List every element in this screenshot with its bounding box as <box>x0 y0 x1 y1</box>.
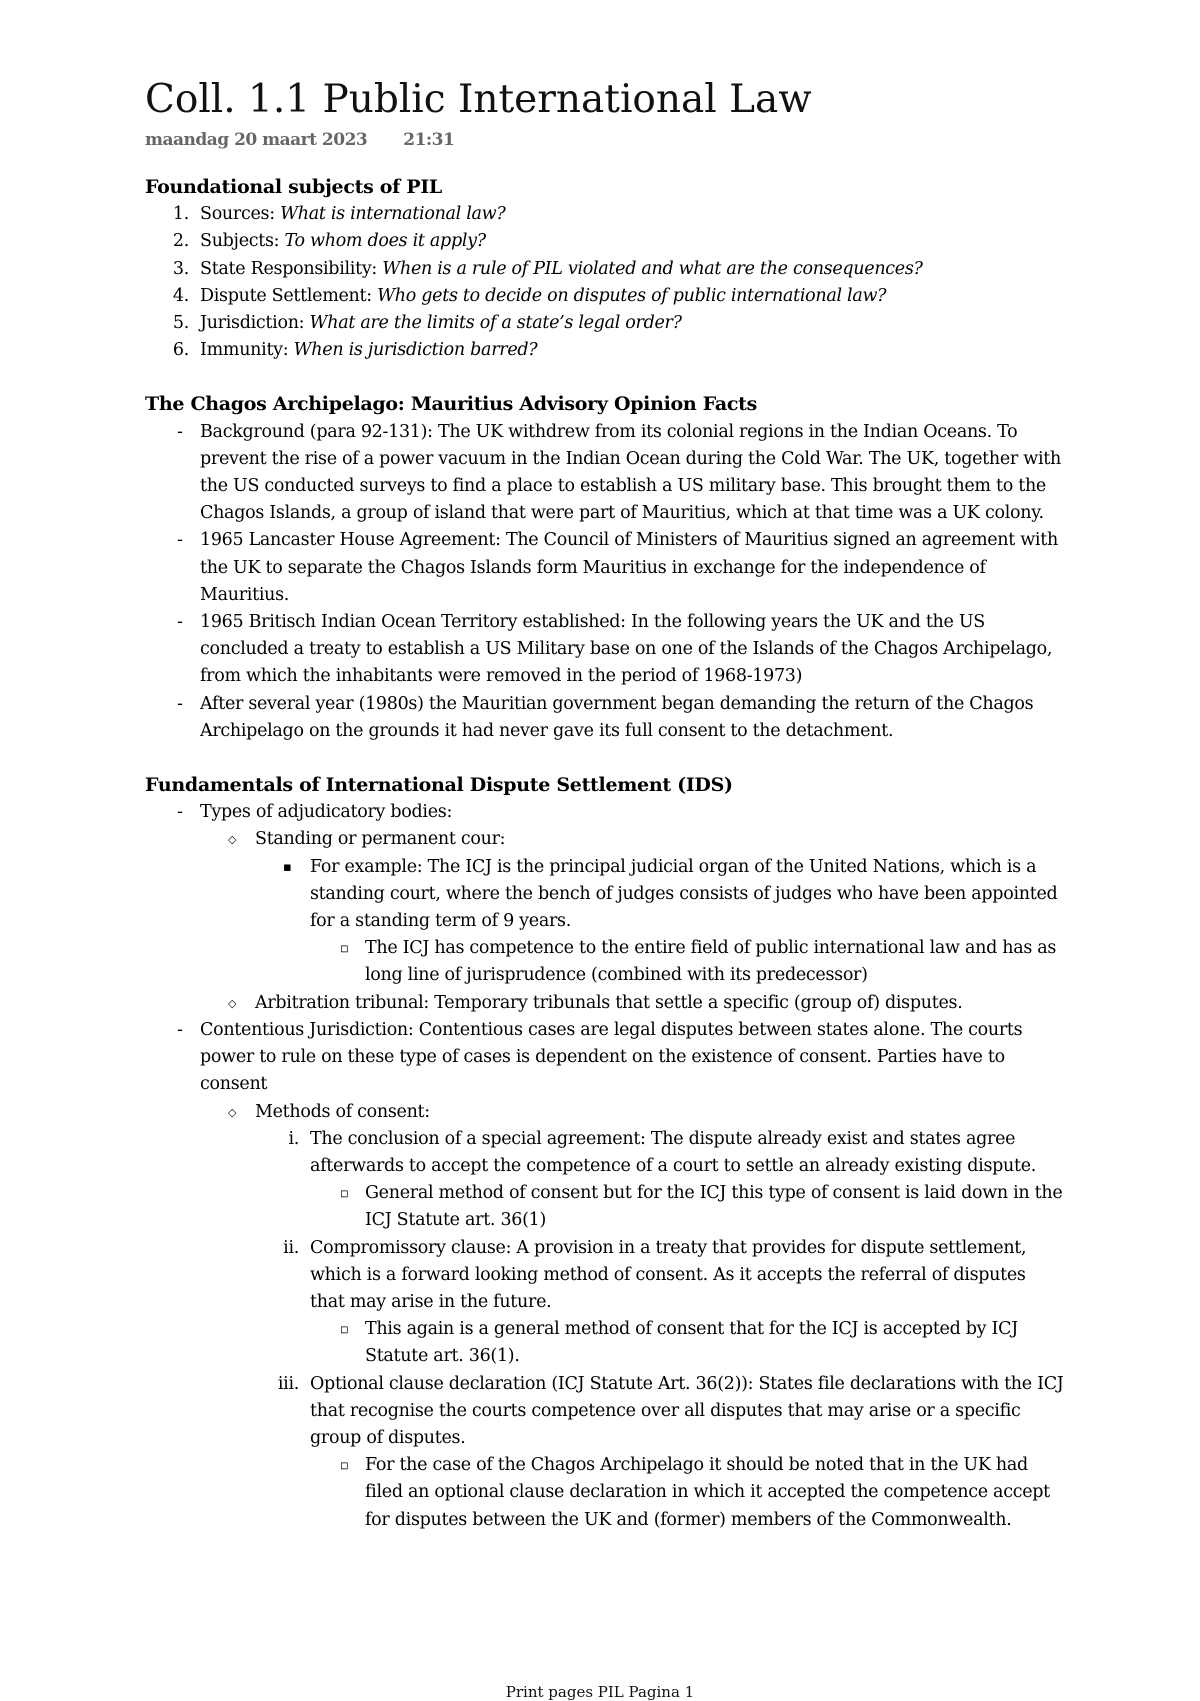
list-item: - Contentious Jurisdiction: Contentious cases are legal disputes between states alone. The courts power to rule on these type of cases is dependent on the existence of consent. Parties have to consent ◇ Methods of consent: i. The conclusion of a special agreement: The dispute already exist and states agree afterwards to accept the competence of a court to settle an already existing dispute. ◽ General method of consent but for the ICJ this type of consent is laid down in the ICJ Statute art. 36(1) ii. Compromissory clause: A provision in a treaty that provides for dispute settlement, which is a forward looking method of consent. As it accepts the referral of disputes that may arise in the future. ◽ This again is a general method of consent that for the ICJ is accepted by ICJ Statute art. 36(1). iii. Optional clause declaration (ICJ Statute Art. 36(2)): States file declarations with the ICJ that recognise the courts competence over all disputes that may arise or a specific group of disputes. ◽ For the case of the Chagos Archipelago it should be noted that in the UK had filed an optional clause declaration in which it accepted the competence accept for disputes between the UK and (former) members of the Commonwealth. <box>145 1017 1065 1534</box>
list-item: ii. Compromissory clause: A provision in a treaty that provides for dispute settlement, which is a forward looking method of consent. As it accepts the referral of disputes that may arise in the future. ◽ This again is a general method of consent that for the ICJ is accepted by ICJ Statute art. 36(1). <box>255 1235 1065 1371</box>
section-heading-chagos: The Chagos Archipelago: Mauritius Advisory Opinion Facts <box>145 393 758 416</box>
list-item: - Types of adjudicatory bodies: ◇ Standing or permanent cour: ▪ For example: The ICJ is the principal judicial organ of the United Nations, which is a standing court, where the bench of judges consists of judges who have been appointed for a standing term of 9 years. ◽ The ICJ has competence to the entire field of public international law and has as long line of jurisprudence (combined with its predecessor) ◇ Arbitration tribunal: Temporary tribunals that settle a specific (group of) disputes. <box>145 799 1065 1017</box>
list-item: ◽ For the case of the Chagos Archipelago it should be noted that in the UK had filed an optional clause declaration in which it accepted the competence accept for disputes between the UK and (former) members of the Commonwealth. <box>340 1455 1050 1530</box>
list-item: i. The conclusion of a special agreement: The dispute already exist and states agree afterwards to accept the competence of a court to settle an already existing dispute. ◽ General method of consent but for the ICJ this type of consent is laid down in the ICJ Statute art. 36(1) <box>255 1126 1065 1235</box>
foundational-subjects-list <box>145 201 1065 364</box>
note-page <box>145 72 1065 1534</box>
note-timestamp <box>145 130 1065 154</box>
page-title: Coll. 1.1 Public International Law <box>145 77 812 122</box>
list-item: ◽ General method of consent but for the ICJ this type of consent is laid down in the ICJ Statute art. 36(1) <box>340 1183 1063 1231</box>
list-item: 3. State Responsibility: When is a rule of PIL violated and what are the consequences? <box>172 258 923 279</box>
list-item: - Background (para 92-131): The UK withdrew from its colonial regions in the Indian Oceans. To prevent the rise of a power vacuum in the Indian Ocean during the Cold War. The UK, together with the US conducted surveys to find a place to establish a US military base. This brought them to the Chagos Islands, a group of island that were part of Mauritius, which at that time was a UK colony. <box>177 421 1061 524</box>
list-item: iii. Optional clause declaration (ICJ Statute Art. 36(2)): States file declarations with the ICJ that recognise the courts competence over all disputes that may arise or a specific group of disputes. ◽ For the case of the Chagos Archipelago it should be noted that in the UK had filed an optional clause declaration in which it accepted the competence accept for disputes between the UK and (former) members of the Commonwealth. <box>255 1371 1065 1534</box>
list-item: ◇ Arbitration tribunal: Temporary tribunals that settle a specific (group of) disputes. <box>228 992 963 1013</box>
list-item: - After several year (1980s) the Mauritian government began demanding the return of the Chagos Archipelago on the grounds it had never gave its full consent to the detachment. <box>177 693 1034 741</box>
list-item: ◇ Methods of consent: i. The conclusion of a special agreement: The dispute already exist and states agree afterwards to accept the competence of a court to settle an already existing dispute. ◽ General method of consent but for the ICJ this type of consent is laid down in the ICJ Statute art. 36(1) ii. Compromissory clause: A provision in a treaty that provides for dispute settlement, which is a forward looking method of consent. As it accepts the referral of disputes that may arise in the future. ◽ This again is a general method of consent that for the ICJ is accepted by ICJ Statute art. 36(1). iii. Optional clause declaration (ICJ Statute Art. 36(2)): States file declarations with the ICJ that recognise the courts competence over all disputes that may arise or a specific group of disputes. ◽ For the case of the Chagos Archipelago it should be noted that in the UK had filed an optional clause declaration in which it accepted the competence accept for disputes between the UK and (former) members of the Commonwealth. <box>200 1099 1065 1534</box>
list-item: 6. Immunity: When is jurisdiction barred? <box>172 340 538 361</box>
list-item: 2. Subjects: To whom does it apply? <box>172 231 486 252</box>
chagos-facts-list <box>145 419 1065 745</box>
list-item: ◽ The ICJ has competence to the entire field of public international law and has as long line of jurisprudence (combined with its predecessor) <box>340 938 1057 986</box>
note-date: maandag 20 maart 2023 <box>145 130 368 150</box>
list-item: ▪ For example: The ICJ is the principal judicial organ of the United Nations, which is a standing court, where the bench of judges consists of judges who have been appointed for a standing term of 9 years. ◽ The ICJ has competence to the entire field of public international law and has as long line of jurisprudence (combined with its predecessor) <box>255 854 1065 990</box>
section-heading-ids: Fundamentals of International Dispute Settlement (IDS) <box>145 774 733 797</box>
list-item: 1. Sources: What is international law? <box>172 204 506 225</box>
list-item: - 1965 Lancaster House Agreement: The Council of Ministers of Mauritius signed an agreement with the UK to separate the Chagos Islands form Mauritius in exchange for the independence of Mauritius. <box>177 530 1058 605</box>
list-item: - 1965 Britisch Indian Ocean Territory established: In the following years the UK and the US concluded a treaty to establish a US Military base on one of the Islands of the Chagos Archipelago, from which the inhabitants were removed in the period of 1968-1973) <box>177 612 1053 687</box>
list-item: ◇ Standing or permanent cour: ▪ For example: The ICJ is the principal judicial organ of the United Nations, which is a standing court, where the bench of judges consists of judges who have been appointed for a standing term of 9 years. ◽ The ICJ has competence to the entire field of public international law and has as long line of jurisprudence (combined with its predecessor) <box>200 826 1065 989</box>
ids-list <box>145 799 1065 1533</box>
list-item: ◽ This again is a general method of consent that for the ICJ is accepted by ICJ Statute art. 36(1). <box>340 1319 1018 1367</box>
page-footer: Print pages PIL Pagina 1 <box>505 1683 695 1701</box>
section-heading-foundational: Foundational subjects of PIL <box>145 176 442 198</box>
list-item: 5. Jurisdiction: What are the limits of a state’s legal order? <box>172 313 682 334</box>
list-item: 4. Dispute Settlement: Who gets to decide on disputes of public international law? <box>172 285 887 306</box>
note-time: 21:31 <box>403 130 455 150</box>
